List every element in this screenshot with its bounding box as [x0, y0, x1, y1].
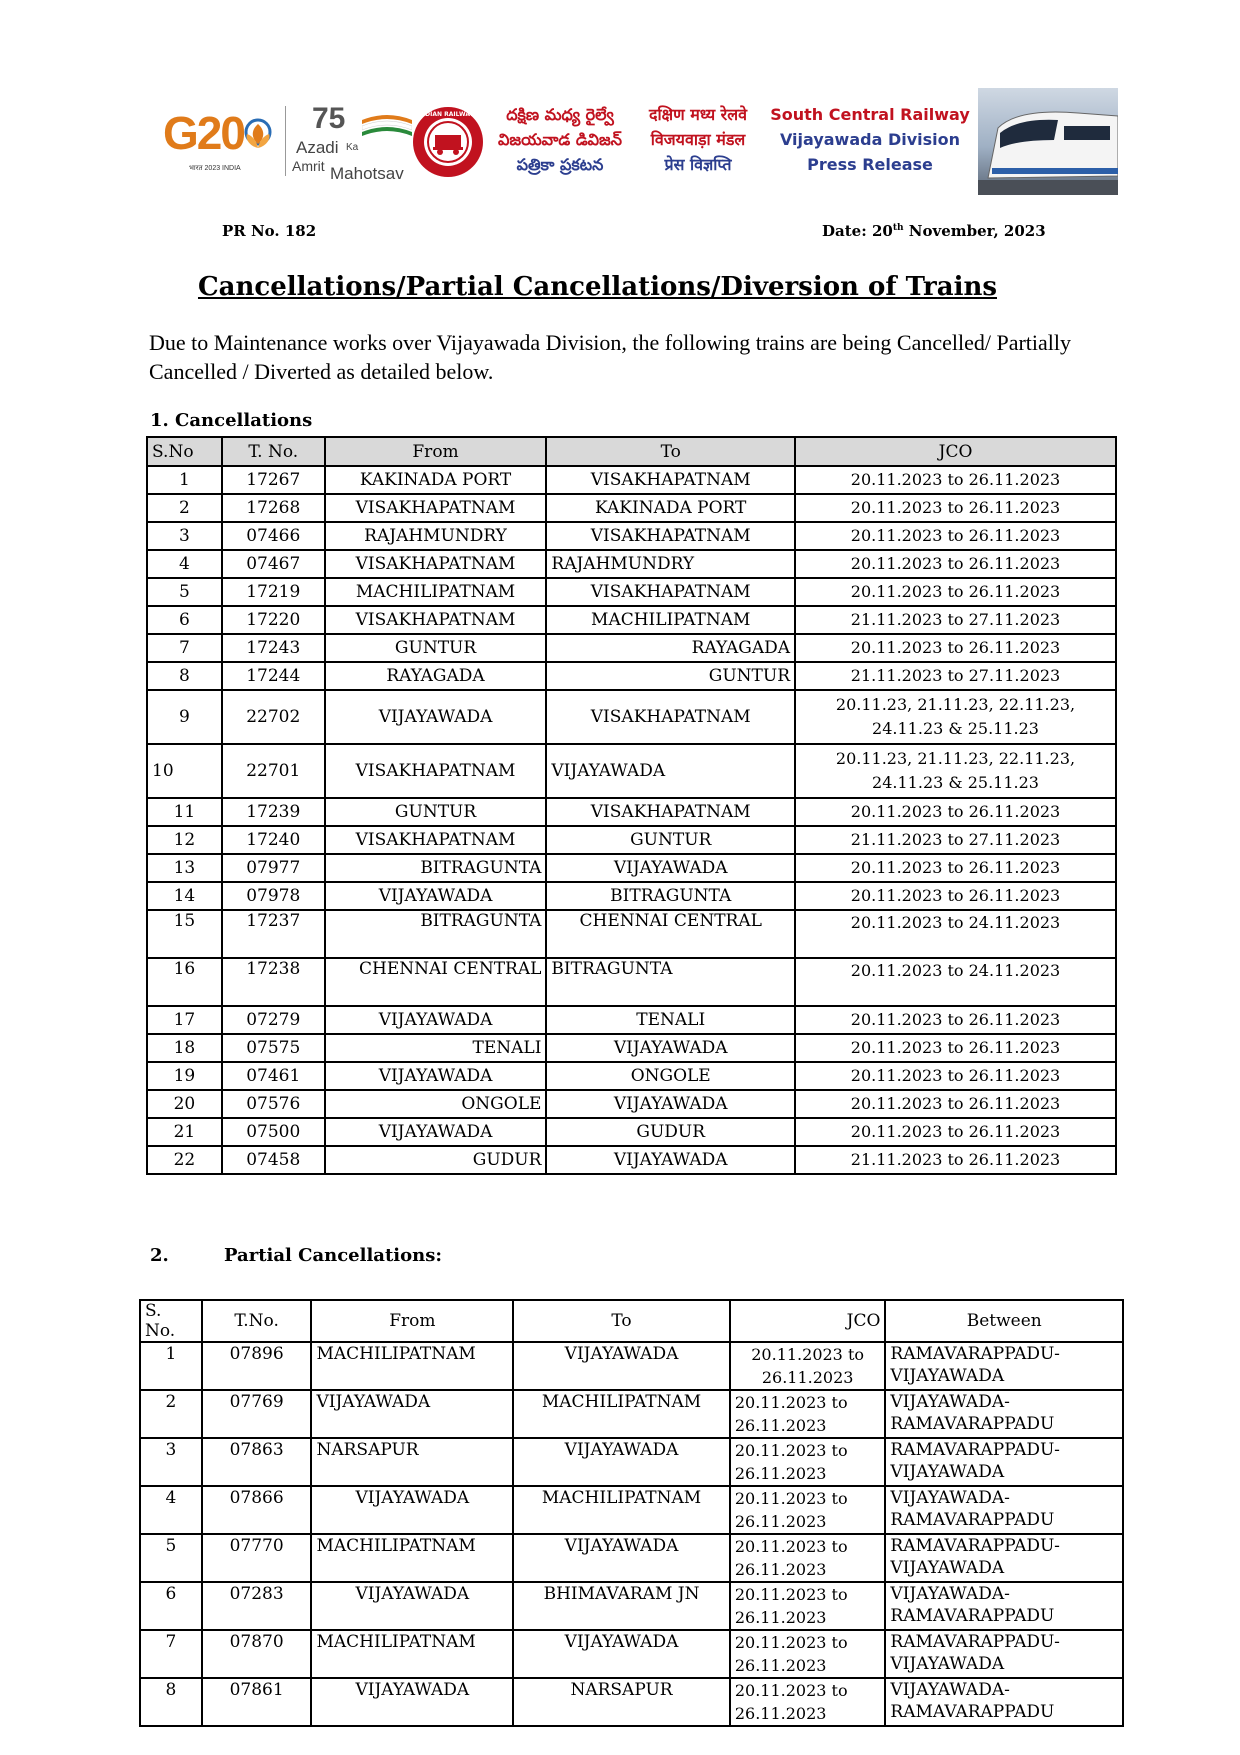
jco-cell: 20.11.2023 to 26.11.2023	[730, 1630, 886, 1678]
from-cell: GUDUR	[325, 1146, 547, 1174]
header-sno: S.No	[147, 437, 222, 466]
hindi-line-3: प्रेस विज्ञप्ति	[664, 155, 732, 174]
table-row	[147, 910, 1116, 958]
to-cell: BITRAGUNTA	[546, 882, 795, 910]
from-cell: MACHILIPATNAM	[311, 1342, 513, 1390]
between-cell: RAMAVARAPPADU-VIJAYAWADA	[885, 1534, 1123, 1582]
train-number-cell: 07870	[202, 1630, 312, 1678]
to-cell: GUDUR	[546, 1118, 795, 1146]
sno-cell: 17	[147, 1006, 222, 1034]
table-row	[147, 744, 1116, 798]
from-cell: VIJAYAWADA	[325, 1118, 547, 1146]
train-number-cell: 17267	[222, 466, 325, 494]
jco-cell: 20.11.2023 to 26.11.2023	[795, 1118, 1116, 1146]
jco-cell: 20.11.2023 to 26.11.2023	[730, 1582, 886, 1630]
train-number-cell: 07770	[202, 1534, 312, 1582]
to-cell: VISAKHAPATNAM	[546, 690, 795, 744]
lotus-icon	[243, 118, 273, 158]
from-cell: BITRAGUNTA	[325, 910, 547, 958]
table-row	[147, 1146, 1116, 1174]
divider	[285, 106, 286, 176]
from-cell: KAKINADA PORT	[325, 466, 547, 494]
train-number-cell: 22701	[222, 744, 325, 798]
to-cell: VISAKHAPATNAM	[546, 522, 795, 550]
sno-cell: 4	[147, 550, 222, 578]
sno-cell: 14	[147, 882, 222, 910]
from-cell: VISAKHAPATNAM	[325, 550, 547, 578]
from-cell: MACHILIPATNAM	[311, 1534, 513, 1582]
train-number-cell: 07866	[202, 1486, 312, 1534]
sno-cell: 18	[147, 1034, 222, 1062]
table-row	[140, 1582, 1123, 1630]
header-sno: S. No.	[140, 1300, 202, 1342]
train-number-cell: 07461	[222, 1062, 325, 1090]
sno-cell: 3	[147, 522, 222, 550]
header-between: Between	[885, 1300, 1123, 1342]
table-row	[140, 1438, 1123, 1486]
train-number-cell: 17244	[222, 662, 325, 690]
to-cell: VIJAYAWADA	[546, 1034, 795, 1062]
cancellations-table	[146, 436, 1117, 1175]
hindi-line-2: विजयवाड़ा मंडल	[650, 130, 746, 149]
train-number-cell: 22702	[222, 690, 325, 744]
from-cell: NARSAPUR	[311, 1438, 513, 1486]
table-row	[140, 1342, 1123, 1390]
table-row	[147, 1034, 1116, 1062]
from-cell: RAJAHMUNDRY	[325, 522, 547, 550]
train-number-cell: 07769	[202, 1390, 312, 1438]
from-cell: GUNTUR	[325, 634, 547, 662]
table-row	[147, 1062, 1116, 1090]
azadi-word: Azadi	[296, 138, 339, 157]
from-cell: VIJAYAWADA	[325, 1062, 547, 1090]
pr-number: PR No. 182	[222, 222, 317, 240]
header-jco: JCO	[795, 437, 1116, 466]
jco-cell: 20.11.2023 to 26.11.2023	[795, 1062, 1116, 1090]
train-number-cell: 07861	[202, 1678, 312, 1726]
header-to: To	[546, 437, 795, 466]
header-from: From	[325, 437, 547, 466]
train-number-cell: 17219	[222, 578, 325, 606]
section-2-heading: Partial Cancellations:	[224, 1245, 442, 1266]
to-cell: CHENNAI CENTRAL	[546, 910, 795, 958]
g20-text: G20	[163, 107, 244, 159]
jco-cell: 20.11.2023 to 24.11.2023	[795, 958, 1116, 1006]
table-row	[140, 1534, 1123, 1582]
jco-cell: 20.11.2023 to 26.11.2023	[795, 854, 1116, 882]
between-cell: RAMAVARAPPADU-VIJAYAWADA	[885, 1342, 1123, 1390]
train-number-cell: 07466	[222, 522, 325, 550]
train-number-cell: 07467	[222, 550, 325, 578]
train-number-cell: 07575	[222, 1034, 325, 1062]
sno-cell: 8	[140, 1678, 202, 1726]
jco-cell: 20.11.2023 to 26.11.2023	[795, 798, 1116, 826]
to-cell: VIJAYAWADA	[546, 1090, 795, 1118]
to-cell: VISAKHAPATNAM	[546, 798, 795, 826]
from-cell: VIJAYAWADA	[311, 1486, 513, 1534]
english-line-2: Vijayawada Division	[779, 130, 961, 149]
partial-cancellations-table	[139, 1299, 1124, 1727]
jco-cell: 20.11.2023 to 26.11.2023	[730, 1342, 886, 1390]
table-row	[147, 1006, 1116, 1034]
jco-cell: 20.11.2023 to 26.11.2023	[795, 578, 1116, 606]
table-row	[140, 1678, 1123, 1726]
table-row	[147, 1090, 1116, 1118]
table-row	[147, 798, 1116, 826]
vande-bharat-train-image	[978, 88, 1118, 195]
between-cell: RAMAVARAPPADU-VIJAYAWADA	[885, 1438, 1123, 1486]
to-cell: NARSAPUR	[513, 1678, 730, 1726]
table-row	[147, 494, 1116, 522]
azadi-amrit: Amrit	[292, 158, 325, 174]
header-tno: T.No.	[202, 1300, 312, 1342]
from-cell: GUNTUR	[325, 798, 547, 826]
from-cell: CHENNAI CENTRAL	[325, 958, 547, 1006]
between-cell: RAMAVARAPPADU-VIJAYAWADA	[885, 1630, 1123, 1678]
azadi-75: 75	[312, 102, 346, 135]
from-cell: VIJAYAWADA	[325, 690, 547, 744]
to-cell: VISAKHAPATNAM	[546, 466, 795, 494]
sno-cell: 15	[147, 910, 222, 958]
table-row	[147, 690, 1116, 744]
header-jco: JCO	[730, 1300, 886, 1342]
from-cell: VISAKHAPATNAM	[325, 494, 547, 522]
sno-cell: 7	[140, 1630, 202, 1678]
logo-ring-text: INDIAN RAILWAYS	[417, 111, 479, 118]
train-number-cell: 17239	[222, 798, 325, 826]
telugu-line-3: పత్రికా ప్రకటన	[516, 155, 604, 174]
to-cell: BHIMAVARAM JN	[513, 1582, 730, 1630]
to-cell: KAKINADA PORT	[546, 494, 795, 522]
sno-cell: 5	[140, 1534, 202, 1582]
from-cell: VIJAYAWADA	[311, 1678, 513, 1726]
to-cell: VIJAYAWADA	[513, 1438, 730, 1486]
intro-paragraph: Due to Maintenance works over Vijayawada Division, the following trains are being Cancelled/ Partially Cancelled / Diverted as detailed below.	[149, 330, 1072, 384]
jco-cell: 21.11.2023 to 27.11.2023	[795, 826, 1116, 854]
jco-cell: 20.11.2023 to 26.11.2023	[730, 1486, 886, 1534]
to-cell: ONGOLE	[546, 1062, 795, 1090]
train-number-cell: 07896	[202, 1342, 312, 1390]
hindi-line-1: दक्षिण मध्य रेलवे	[649, 105, 747, 124]
sno-cell: 6	[140, 1582, 202, 1630]
between-cell: VIJAYAWADA-RAMAVARAPPADU	[885, 1486, 1123, 1534]
jco-cell: 20.11.2023 to 26.11.2023	[795, 1090, 1116, 1118]
table-row	[147, 606, 1116, 634]
table-row	[147, 550, 1116, 578]
jco-cell: 20.11.2023 to 26.11.2023	[795, 1006, 1116, 1034]
jco-cell: 20.11.2023 to 26.11.2023	[795, 494, 1116, 522]
table-row	[147, 882, 1116, 910]
from-cell: VIJAYAWADA	[311, 1582, 513, 1630]
sno-cell: 3	[140, 1438, 202, 1486]
jco-cell: 21.11.2023 to 26.11.2023	[795, 1146, 1116, 1174]
sno-cell: 19	[147, 1062, 222, 1090]
jco-cell: 20.11.2023 to 26.11.2023	[730, 1678, 886, 1726]
jco-cell: 20.11.2023 to 26.11.2023	[795, 634, 1116, 662]
from-cell: BITRAGUNTA	[325, 854, 547, 882]
sno-cell: 6	[147, 606, 222, 634]
sno-cell: 21	[147, 1118, 222, 1146]
to-cell: GUNTUR	[546, 662, 795, 690]
table-row	[140, 1486, 1123, 1534]
between-cell: VIJAYAWADA-RAMAVARAPPADU	[885, 1582, 1123, 1630]
to-cell: VIJAYAWADA	[513, 1342, 730, 1390]
to-cell: VISAKHAPATNAM	[546, 578, 795, 606]
to-cell: MACHILIPATNAM	[513, 1390, 730, 1438]
release-date	[822, 222, 1046, 240]
train-number-cell: 17240	[222, 826, 325, 854]
jco-cell: 20.11.2023 to 24.11.2023	[795, 910, 1116, 958]
train-number-cell: 07863	[202, 1438, 312, 1486]
section-1-heading: 1. Cancellations	[150, 410, 313, 431]
between-cell: VIJAYAWADA-RAMAVARAPPADU	[885, 1678, 1123, 1726]
train-number-cell: 07576	[222, 1090, 325, 1118]
section-2-number: 2.	[150, 1245, 169, 1266]
from-cell: VISAKHAPATNAM	[325, 826, 547, 854]
train-number-cell: 17243	[222, 634, 325, 662]
table-row	[147, 662, 1116, 690]
table-row	[147, 466, 1116, 494]
sno-cell: 10	[147, 744, 222, 798]
date-prefix: Date: 20	[822, 222, 893, 240]
sno-cell: 5	[147, 578, 222, 606]
between-cell: VIJAYAWADA-RAMAVARAPPADU	[885, 1390, 1123, 1438]
sno-cell: 1	[140, 1342, 202, 1390]
sno-cell: 20	[147, 1090, 222, 1118]
tricolour-icon	[362, 112, 412, 142]
train-number-cell: 07978	[222, 882, 325, 910]
from-cell: MACHILIPATNAM	[325, 578, 547, 606]
hindi-title-block	[635, 102, 761, 177]
sno-cell: 1	[147, 466, 222, 494]
jco-cell: 20.11.2023 to 26.11.2023	[795, 522, 1116, 550]
from-cell: VIJAYAWADA	[325, 1006, 547, 1034]
to-cell: VIJAYAWADA	[546, 1146, 795, 1174]
jco-cell: 20.11.23, 21.11.23, 22.11.23, 24.11.23 & 25.11.23	[795, 690, 1116, 744]
table-header-row	[140, 1300, 1123, 1342]
page-title: Cancellations/Partial Cancellations/Diversion of Trains	[197, 272, 997, 302]
jco-cell: 21.11.2023 to 27.11.2023	[795, 662, 1116, 690]
telugu-title-block	[495, 102, 625, 177]
from-cell: VISAKHAPATNAM	[325, 744, 547, 798]
jco-cell: 20.11.2023 to 26.11.2023	[730, 1534, 886, 1582]
to-cell: VIJAYAWADA	[513, 1630, 730, 1678]
sno-cell: 2	[147, 494, 222, 522]
table-row	[147, 522, 1116, 550]
to-cell: VIJAYAWADA	[513, 1534, 730, 1582]
from-cell: VISAKHAPATNAM	[325, 606, 547, 634]
g20-logo	[163, 104, 275, 178]
jco-cell: 20.11.2023 to 26.11.2023	[795, 1034, 1116, 1062]
table-row	[147, 634, 1116, 662]
train-number-cell: 07977	[222, 854, 325, 882]
sno-cell: 9	[147, 690, 222, 744]
sno-cell: 12	[147, 826, 222, 854]
azadi-mahotsav: Mahotsav	[330, 164, 404, 183]
train-icon	[978, 88, 1118, 195]
train-number-cell: 07500	[222, 1118, 325, 1146]
jco-cell: 21.11.2023 to 27.11.2023	[795, 606, 1116, 634]
train-number-cell: 17268	[222, 494, 325, 522]
to-cell: GUNTUR	[546, 826, 795, 854]
train-number-cell: 17220	[222, 606, 325, 634]
from-cell: VIJAYAWADA	[311, 1390, 513, 1438]
jco-cell: 20.11.2023 to 26.11.2023	[730, 1390, 886, 1438]
table-row	[140, 1630, 1123, 1678]
jco-cell: 20.11.23, 21.11.23, 22.11.23, 24.11.23 & 25.11.23	[795, 744, 1116, 798]
from-cell: MACHILIPATNAM	[311, 1630, 513, 1678]
sno-cell: 8	[147, 662, 222, 690]
to-cell: VIJAYAWADA	[546, 744, 795, 798]
from-cell: TENALI	[325, 1034, 547, 1062]
azadi-ka-amrit-mahotsav-logo	[292, 102, 412, 184]
to-cell: RAJAHMUNDRY	[546, 550, 795, 578]
telugu-line-1: దక్షిణ మధ్య రైల్వే	[506, 105, 614, 124]
to-cell: MACHILIPATNAM	[513, 1486, 730, 1534]
sno-cell: 22	[147, 1146, 222, 1174]
to-cell: VIJAYAWADA	[546, 854, 795, 882]
table-row	[140, 1390, 1123, 1438]
from-cell: VIJAYAWADA	[325, 882, 547, 910]
table-row	[147, 854, 1116, 882]
train-number-cell: 17238	[222, 958, 325, 1006]
train-number-cell: 07283	[202, 1582, 312, 1630]
header-to: To	[513, 1300, 730, 1342]
table-row	[147, 826, 1116, 854]
to-cell: TENALI	[546, 1006, 795, 1034]
to-cell: MACHILIPATNAM	[546, 606, 795, 634]
jco-cell: 20.11.2023 to 26.11.2023	[795, 882, 1116, 910]
to-cell: BITRAGUNTA	[546, 958, 795, 1006]
sno-cell: 2	[140, 1390, 202, 1438]
header-from: From	[311, 1300, 513, 1342]
from-cell: ONGOLE	[325, 1090, 547, 1118]
indian-railways-logo-icon	[411, 105, 485, 179]
from-cell: RAYAGADA	[325, 662, 547, 690]
to-cell: RAYAGADA	[546, 634, 795, 662]
jco-cell: 20.11.2023 to 26.11.2023	[795, 550, 1116, 578]
table-row	[147, 1118, 1116, 1146]
english-line-3: Press Release	[807, 155, 933, 174]
jco-cell: 20.11.2023 to 26.11.2023	[730, 1438, 886, 1486]
azadi-ka: Ka	[346, 142, 359, 153]
sno-cell: 7	[147, 634, 222, 662]
table-row	[147, 578, 1116, 606]
train-number-cell: 17237	[222, 910, 325, 958]
english-title-block	[765, 102, 975, 177]
table-row	[147, 958, 1116, 1006]
train-number-cell: 07458	[222, 1146, 325, 1174]
sno-cell: 11	[147, 798, 222, 826]
sno-cell: 4	[140, 1486, 202, 1534]
date-sup: th	[892, 223, 904, 233]
telugu-line-2: విజయవాడ డివిజన్	[498, 130, 622, 149]
header-tno: T. No.	[222, 437, 325, 466]
press-release-banner	[149, 88, 1118, 195]
table-header-row	[147, 437, 1116, 466]
g20-subtitle: भारत 2023 INDIA	[189, 165, 241, 172]
english-line-1: South Central Railway	[770, 105, 970, 124]
jco-cell: 20.11.2023 to 26.11.2023	[795, 466, 1116, 494]
date-suffix: November, 2023	[903, 222, 1046, 240]
train-number-cell: 07279	[222, 1006, 325, 1034]
sno-cell: 16	[147, 958, 222, 1006]
sno-cell: 13	[147, 854, 222, 882]
